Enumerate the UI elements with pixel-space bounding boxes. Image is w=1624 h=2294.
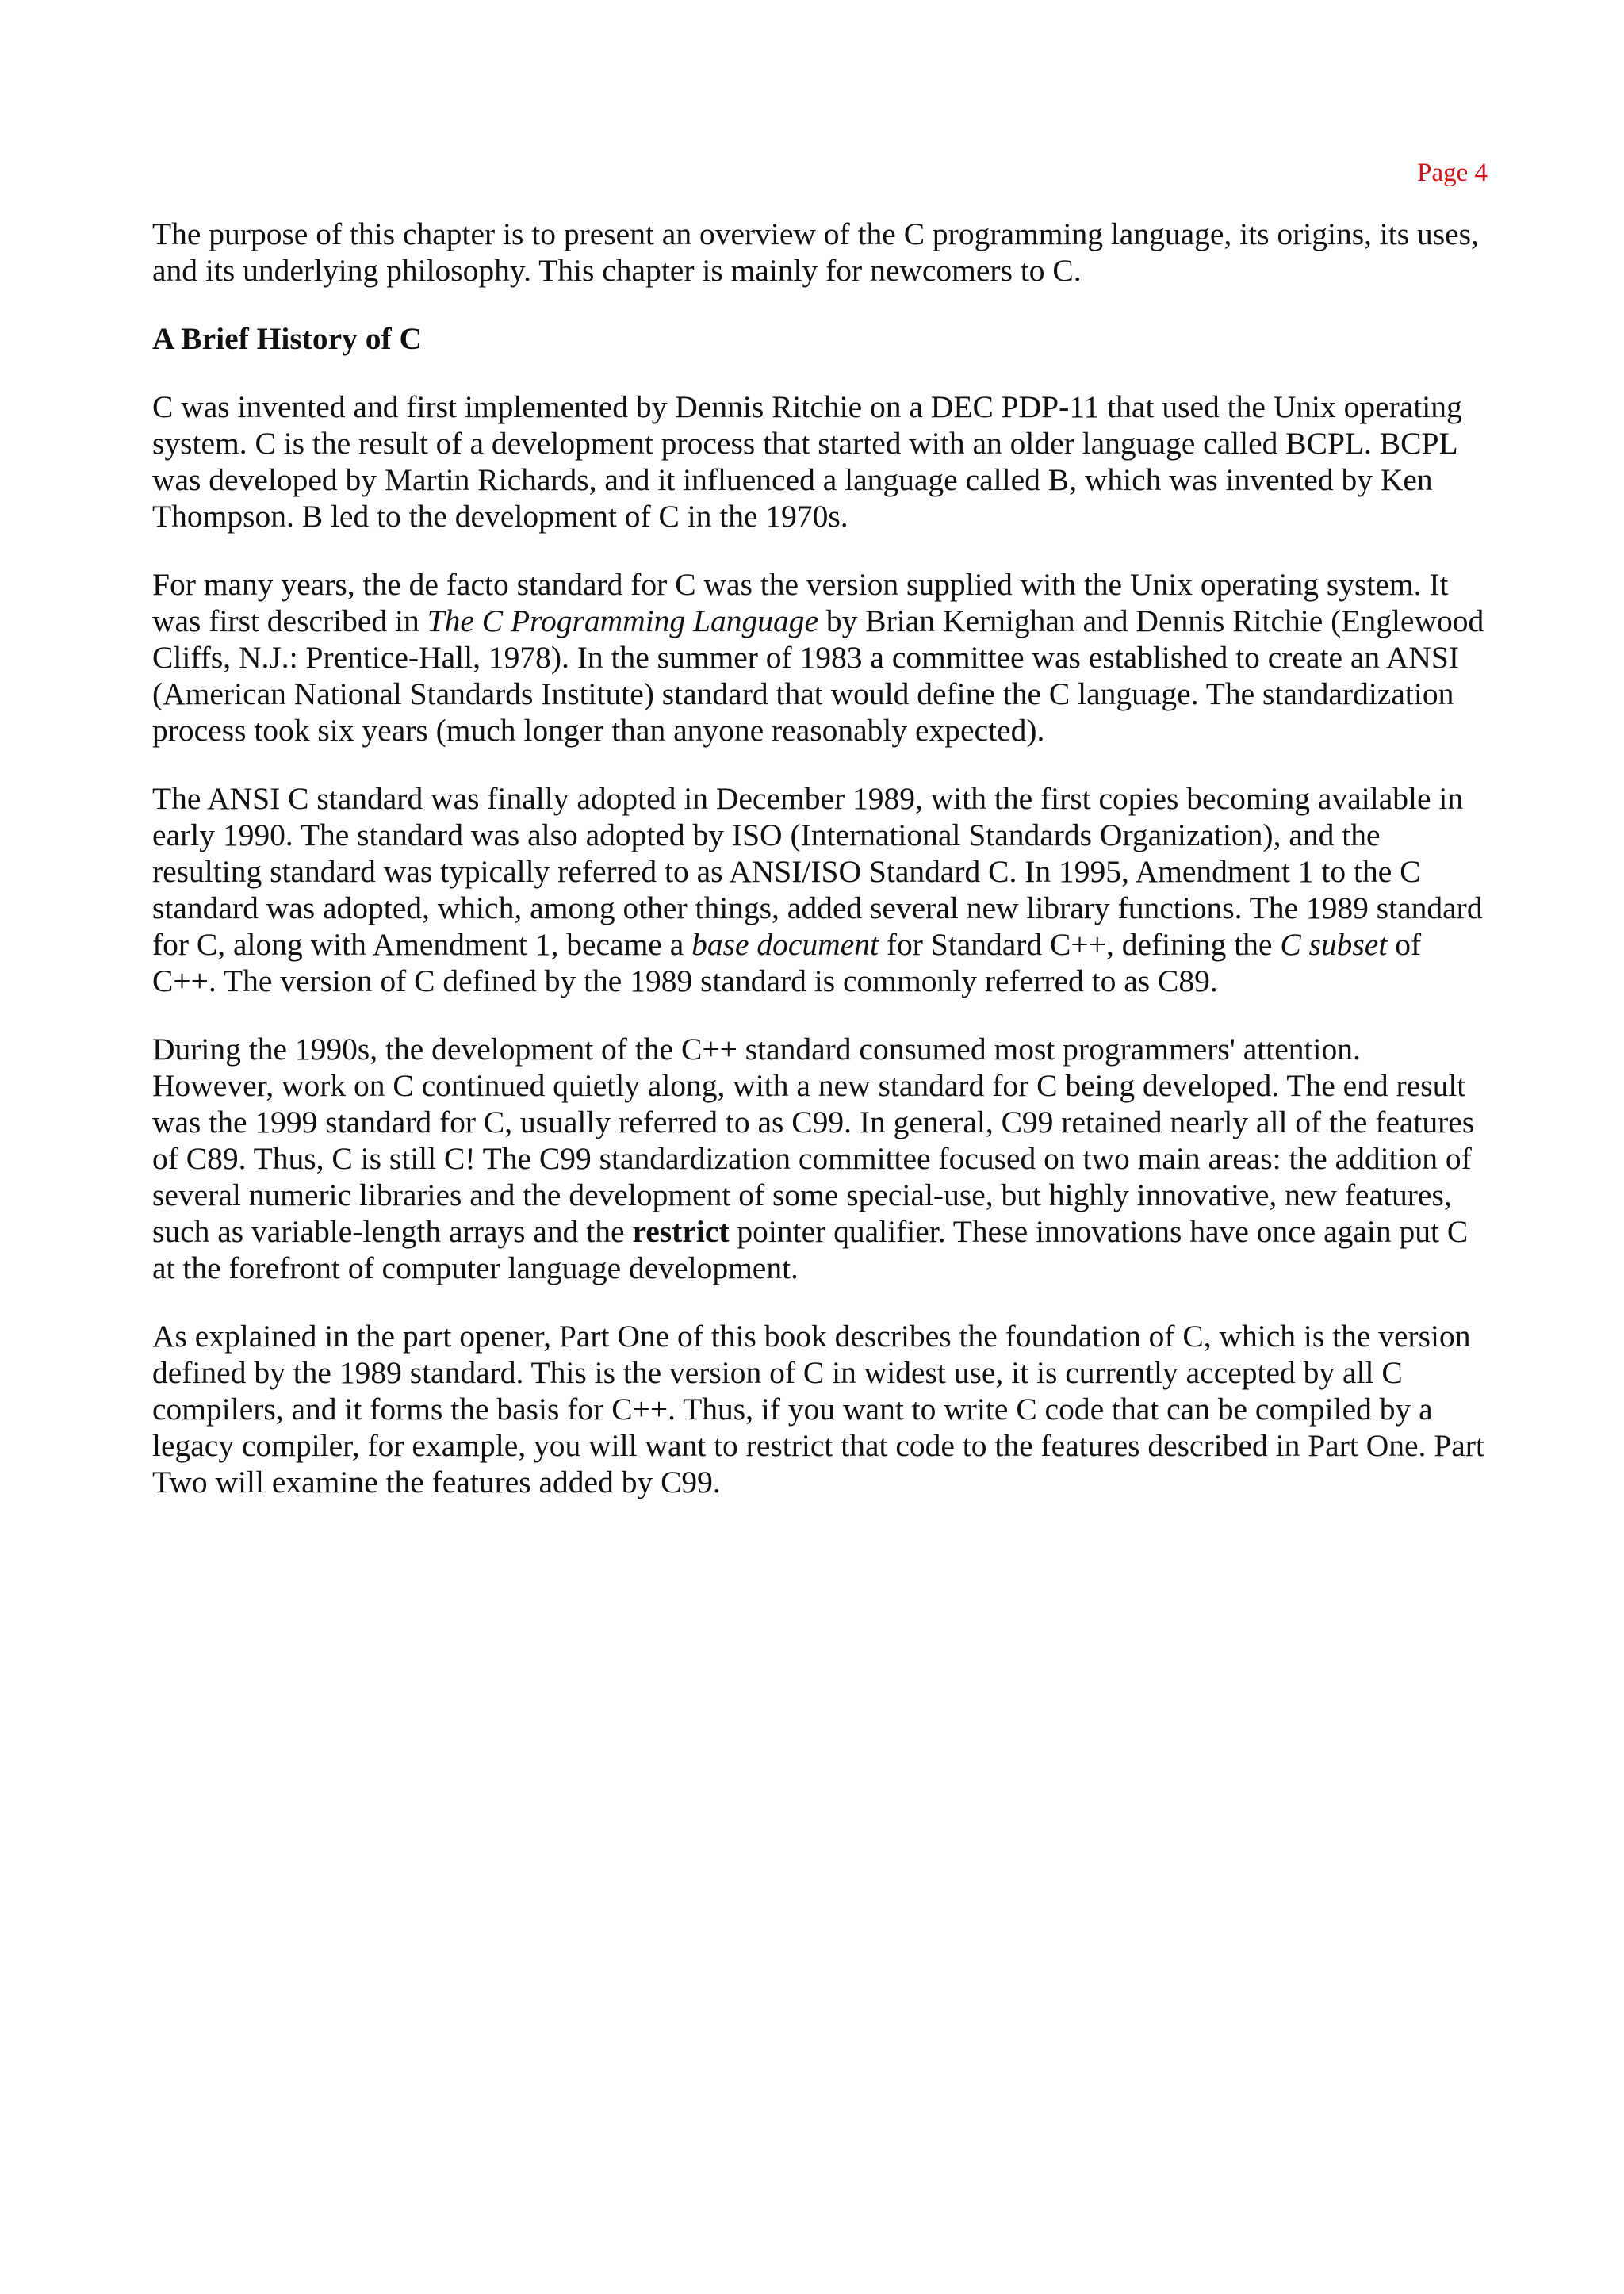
- history-paragraph-4: [152, 1031, 1484, 1286]
- keyword-restrict: restrict: [632, 1214, 730, 1249]
- section-heading: A Brief History of C: [152, 321, 423, 356]
- text-run: for Standard C++, defining the: [878, 927, 1281, 962]
- history-paragraph-1: C was invented and first implemented by Dennis Ritchie on a DEC PDP-11 that used the Unix operating system. C is the result of a development process that started with an older language called BCPL. BCPL was developed by Martin Richards, and it influenced a language called B, which was invented by Ken Thompson. B led to the development of C in the 1970s.: [152, 389, 1462, 534]
- text-run: by Brian Kernighan and Dennis Ritchie (Englewood Cliffs, N.J.: Prentice-Hall, 1978). In the summer of 1983 a committee was established to create an ANSI (American National Standards Institute) standard that would define the C language. The standardization process took six years (much longer than anyone reasonably expected).: [152, 603, 1484, 748]
- emphasis-base-document: base document: [691, 927, 879, 962]
- page-number: Page 4: [1417, 159, 1488, 187]
- book-title: The C Programming Language: [427, 603, 819, 638]
- history-paragraph-2: [152, 566, 1484, 749]
- emphasis-c-subset: C subset: [1280, 927, 1388, 962]
- text-run: For many years, the de facto standard for C was the version supplied with the Unix operating system. It was first described in: [152, 567, 1449, 638]
- text-run: During the 1990s, the development of the C++ standard consumed most programmers' attention. However, work on C continued quietly along, with a new standard for C being developed. The end result was the 1999 standard for C, usually referred to as C99. In general, C99 retained nearly all of the features of C89. Thus, C is still C! The C99 standardization committee focused on two main areas: the addition of several numeric libraries and the development of some special-use, but highly innovative, new features, such as variable-length arrays and the: [152, 1032, 1475, 1249]
- intro-paragraph: The purpose of this chapter is to present an overview of the C programming language, its origins, its uses, and its underlying philosophy. This chapter is mainly for newcomers to C.: [152, 216, 1479, 288]
- text-run: pointer qualifier. These innovations have once again put C at the forefront of computer language development.: [152, 1214, 1469, 1285]
- history-paragraph-3: [152, 780, 1484, 999]
- text-run: of C++. The version of C defined by the 1989 standard is commonly referred to as C89.: [152, 927, 1422, 998]
- chapter-body: [152, 216, 1484, 1532]
- history-paragraph-5: As explained in the part opener, Part One of this book describes the foundation of C, which is the version defined by the 1989 standard. This is the version of C in widest use, it is currently accepted by all C compilers, and it forms the basis for C++. Thus, if you want to write C code that can be compiled by a legacy compiler, for example, you will want to restrict that code to the features described in Part One. Part Two will examine the features added by C99.: [152, 1319, 1484, 1499]
- text-run: The ANSI C standard was finally adopted in December 1989, with the first copies becoming available in early 1990. The standard was also adopted by ISO (International Standards Organization), and the resulting standard was typically referred to as ANSI/ISO Standard C. In 1995, Amendment 1 to the C standard was adopted, which, among other things, added several new library functions. The 1989 standard for C, along with Amendment 1, became a: [152, 781, 1483, 962]
